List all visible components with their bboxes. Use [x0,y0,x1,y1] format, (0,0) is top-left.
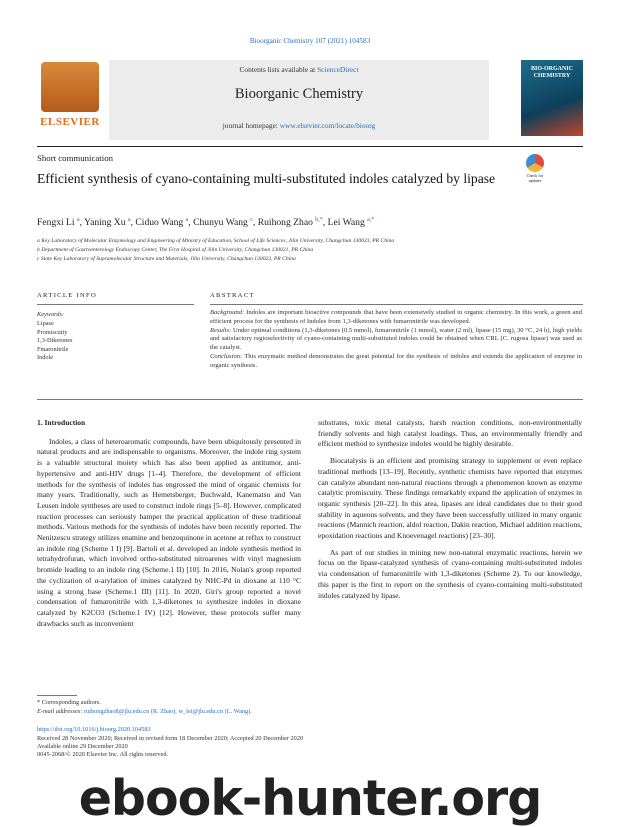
copyright: 0045-2068/© 2020 Elsevier Inc. All rights reserved. [37,751,169,758]
abstract-rule [210,304,583,305]
article-type: Short communication [37,153,113,163]
abstract-body [210,309,582,371]
email-links[interactable]: ruihongzhao8@jlu.edu.cn (R. Zhao), w_lei@jlu.edu.cn (L. Wang). [84,708,252,715]
journal-reference[interactable]: Bioorganic Chemistry 107 (2021) 104583 [249,37,371,45]
doi-link[interactable]: https://doi.org/10.1016/j.bioorg.2020.104583 [37,726,151,733]
paragraph: As part of our studies in mining new non-natural enzymatic reactions, herein we focus on the lipase-catalyzed synthesis of cyano-containing multi-substituted indoles via condensation of fumaronitrile with 1,3-diketones (Scheme 2). To our knowledge, this paper is the first to report on the synthesis of cyano-containing multi-substituted indoles catalyzed by lipase. [318,547,582,600]
masthead-divider [37,146,583,147]
journal-cover-image [521,60,583,136]
elsevier-wordmark: ELSEVIER [40,116,100,128]
author-list: Fengxi Li $^a$, Yaning Xu $^a$, Ciduo Wang $^a$, Chunyu Wang $^c$, Ruihong Zhao $^{b,*}$, Lei Wang $^{a,*}$ [37,217,375,229]
elsevier-logo [37,60,103,136]
received-dates: Received 28 November 2020; Received in revised form 18 December 2020; Accepted 20 December 2020 [37,735,304,742]
check-for-updates-button[interactable] [521,154,549,182]
abstract-results: Results: Under optimal conditions (1,3-diketones (0.5 mmol), fumaronitrile (1 mmol), water (2 ml), lipase (15 mg), 30 °C, 24 h), high yields and satisfactory regioselectivity of cyano-containing multi-substituted indoles could be obtained when CRL (C. rugosa lipase) was used as the catalyst. [210,326,582,352]
article-info-rule [37,304,194,305]
article-info-heading: ARTICLE INFO [37,292,98,299]
journal-masthead [37,60,583,142]
affiliation: a Key Laboratory of Molecular Enzymology and Engineering of Ministry of Education, School of Life Sciences, Jilin University, Changchun 130023, PR China [37,238,395,244]
affiliation: c State Key Laboratory of Supramolecular Structure and Materials, Jilin University, Changchun 130023, PR China [37,256,296,262]
keywords-label: Keywords: [37,311,65,318]
section-heading-introduction: 1. Introduction [37,418,86,427]
journal-title: Bioorganic Chemistry [234,86,364,102]
affiliation: b Department of Gastroenterology Endoscopy Center, The First Hospital of Jilin University, Changchun 130021, PR China [37,247,314,253]
abstract-bottom-rule [37,399,583,400]
intro-right-column [318,418,582,601]
masthead-center [109,60,489,140]
keyword: 1,3-Diketones [37,337,73,345]
keyword: Promiscuity [37,328,68,336]
cover-title: BIO-ORGANIC CHEMISTRY [530,66,573,79]
author[interactable]: Yaning Xu $^a$ [84,217,131,229]
abstract-background: Background: Indoles are important bioactive compounds that have been extensively studied in organic chemistry. In this work, a green and efficient process for the synthesis of Indoles from 1,3-diketones with fumaronitrile was developed. [210,309,582,325]
homepage-link[interactable]: www.elsevier.com/locate/bioorg [279,121,376,130]
keyword: Indole [37,354,54,362]
paragraph: Biocatalysis is an efficient and promising strategy to supplement or even replace traditional methods [13–19]. Recently, synthetic chemists have reported that enzymes can catalyze abundant non-natural reactions through a phenomenon known as enzyme catalytic promiscuity. These findings remarkably expand the application of enzymes in organic synthesis [20–22]. In this area, lipases are ideal candidates due to their good stability in aqueous solvents, and they have been successfully utilized in many organic reactions (Mannich reaction, aldol reaction, Dakin reaction, Michael addition reactions, epoxidation reactions and Knoevenagel reactions) [23–30]. [318,456,582,541]
paragraph: Indoles, a class of heteroaromatic compounds, have been ubiquitously presented in natural products and are indispensable to organisms. Moreover, the indole ring system is a valuable structural moiety which has also been applied as antitumor, anti-hypertensive and anti-HIV drugs [1–4]. Therefore, the development of efficient methods for the synthesis of indoles has engrossed the mind of organic chemists for many years. Traditionally, such as Hemetsberger, Buchwald, Kanematsu and Van Leusen indole syntheses are used to construct indole rings [5–8]. However, complicated reaction processes can seriously hamper the practical application of these traditional methods. Various methods for the synthesis of indoles have been recently reported. The Nenitzescu strategy utilizes enamine and benzoquinone in acetone at reflux to construct an indole ring (Scheme 1 I) [9]. Bartoli et al. developed an indole synthesis method in tetrahydrofuran, which involved ortho-substituted nitroarenes with vinyl magnesium bromide leading to an indole ring (Scheme.1 II) [10]. In 2016, Nolan's group reported the cyclization of α-arylation of imines catalyzed by NHC-Pd in dioxane at 110 °C using a strong base (Scheme.1 III) [11]. In 2020, Giri's group reported a novel condensation of fumaronitrile with 1,3-diketones to synthesize indoles in dioxane catalyzed by K2CO3 (Scheme.1 IV) [12]. However, these protocols suffer many drawbacks such as inconvenient [37,436,301,628]
homepage-line: journal homepage: www.elsevier.com/locate/bioorg [222,121,376,130]
intro-left-column [37,418,301,629]
author[interactable]: Fengxi Li $^a$ [37,217,80,229]
corresponding-note: * Corresponding authors. [37,699,101,706]
footnote-rule [37,695,77,696]
author[interactable]: Ciduo Wang $^a$ [135,217,189,229]
check-updates-label: Check for updates [526,173,544,183]
watermark: ebook-hunter.org [78,770,542,827]
article-title: Efficient synthesis of cyano-containing multi-substituted indoles catalyzed by lipase [37,171,496,186]
check-updates-icon [526,154,544,172]
keyword: Lipase [37,320,54,327]
paragraph: substrates, toxic metal catalysts, harsh reaction conditions, non-environmentally friendly solvents and high catalyst loadings. Thus, an environmentally friendly and efficient method to synthesize indoles would be highly desirable. [318,418,582,449]
author[interactable]: Lei Wang $^{a,*}$ [327,217,375,229]
contents-line: Contents lists available at ScienceDirect [239,65,359,74]
abstract-heading: ABSTRACT [210,292,255,299]
sciencedirect-link[interactable]: ScienceDirect [317,65,359,74]
author[interactable]: Chunyu Wang $^c$ [193,217,253,229]
available-online: Available online 29 December 2020 [37,743,128,750]
author[interactable]: Ruihong Zhao $^{b,*}$ [257,217,323,229]
email-line: E-mail addresses: ruihongzhao8@jlu.edu.cn (R. Zhao), w_lei@jlu.edu.cn (L. Wang). [37,708,252,715]
abstract-conclusion: Conclusion: This enzymatic method demonstrates the great potential for the synthesis of indoles and extends the application of enzyme in organic synthesis. [210,352,582,369]
elsevier-tree-icon [41,62,99,112]
keyword: Fmaronitrile [37,345,69,353]
